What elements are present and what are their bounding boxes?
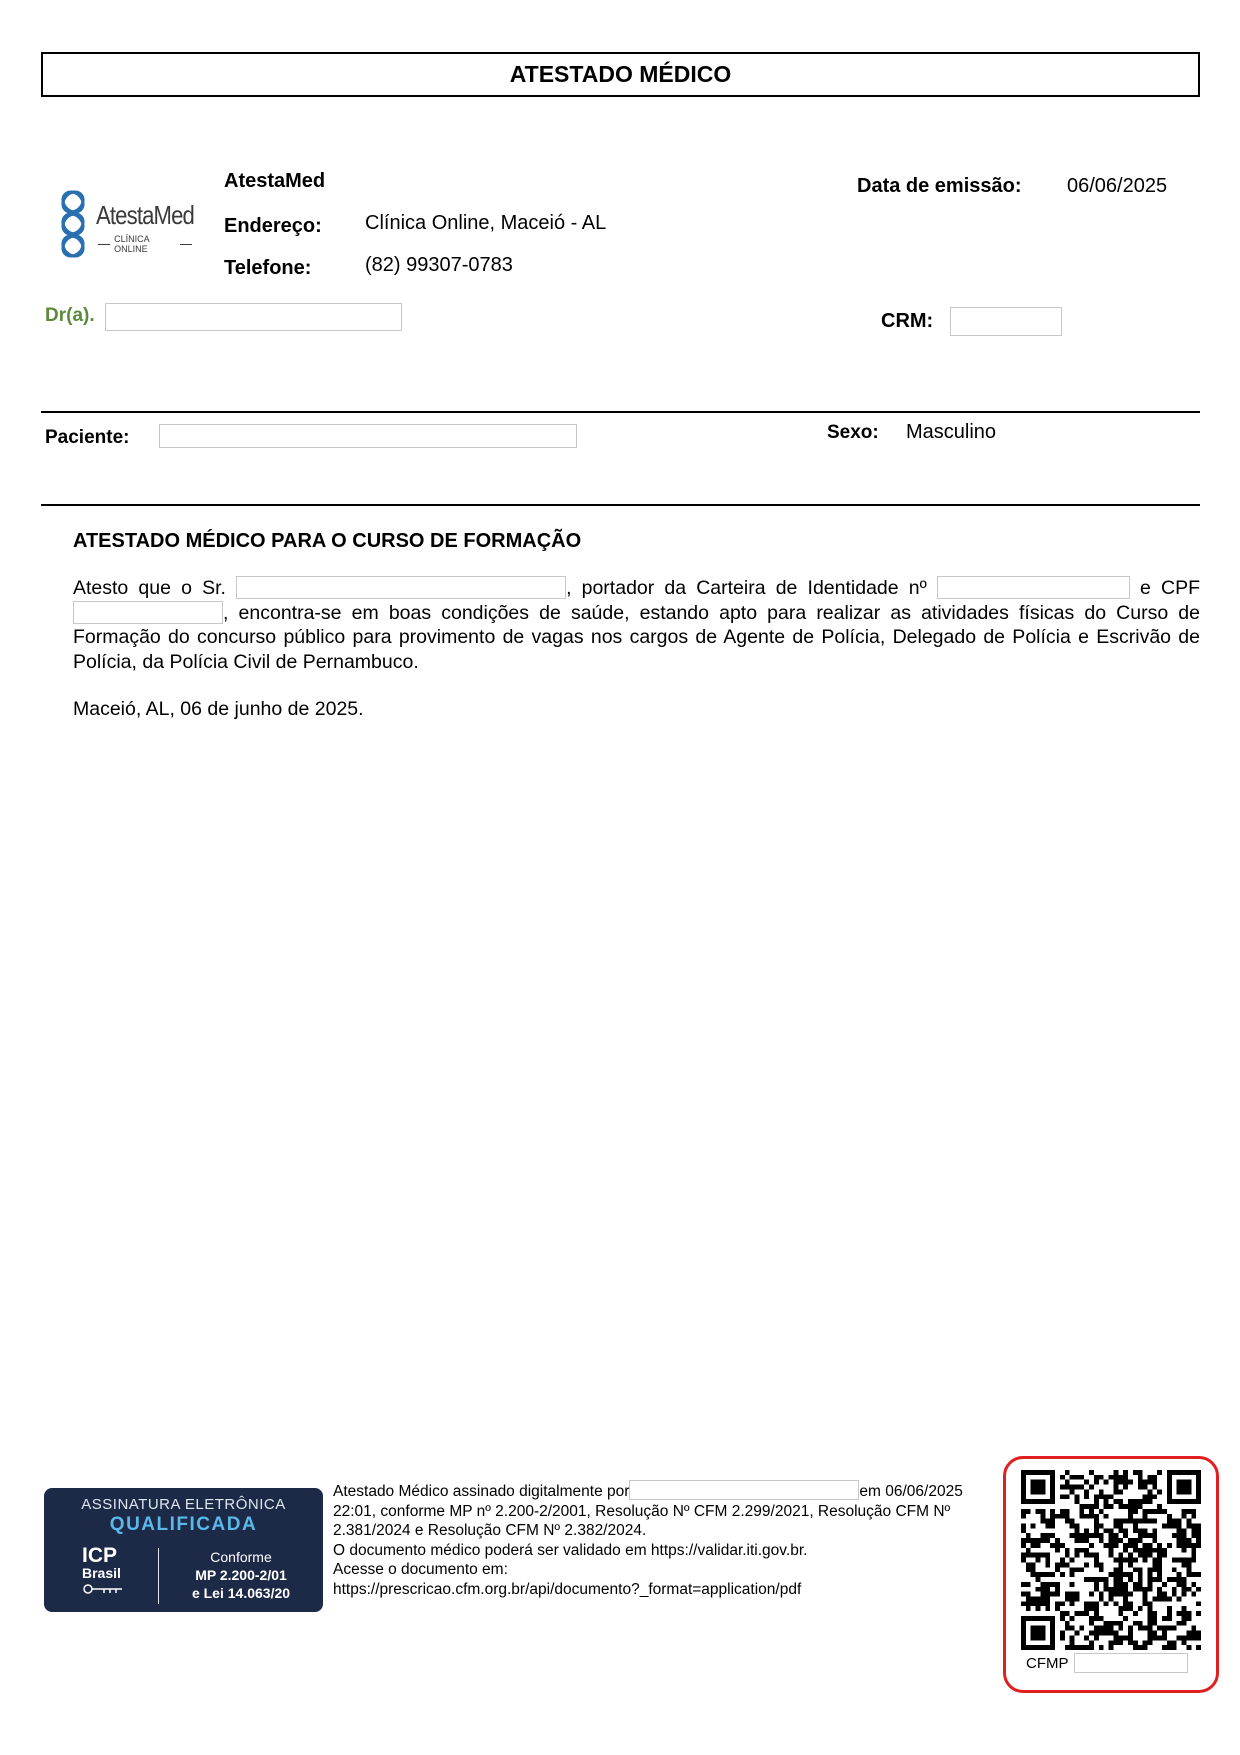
qr-code-panel <box>1003 1456 1219 1693</box>
issue-date-value: 06/06/2025 <box>1067 175 1168 197</box>
body-part-2: , portador da Carteira de Identidade nº <box>566 577 927 599</box>
doctor-label: Dr(a). <box>45 305 95 326</box>
phone-value: (82) 99307-0783 <box>365 254 513 276</box>
crm-label: CRM: <box>881 310 934 332</box>
patient-label: Paciente: <box>45 427 130 448</box>
footer-signed: Atestado Médico assinado digitalmente por em 06/06/2025 22:01, conforme MP nº 2.200-2/2001, Resolução Nº CFM 2.299/2021, Resolução CFM Nº 2.381/2024 e Resolução CFM Nº 2.382/2024. <box>333 1480 1001 1541</box>
badge-conformity <box>164 1548 318 1602</box>
clinic-logo <box>52 188 195 260</box>
cfmp-label: CFMP <box>1026 1655 1069 1672</box>
address-label: Endereço: <box>224 215 322 237</box>
clinic-logo-text: AtestaMed <box>96 200 195 230</box>
cpf-field <box>73 601 223 624</box>
key-icon <box>82 1582 126 1596</box>
conf-line1: Conforme <box>210 1549 272 1565</box>
footer-validate: O documento médico poderá ser validado em https://validar.iti.gov.br. <box>333 1541 808 1559</box>
conf-line2: MP 2.200-2/01 <box>195 1567 287 1583</box>
sex-value: Masculino <box>906 421 997 443</box>
badge-separator <box>158 1548 159 1604</box>
crm-field <box>950 307 1062 336</box>
badge-line2: QUALIFICADA <box>109 1514 258 1535</box>
place-date: Maceió, AL, 06 de junho de 2025. <box>73 698 364 720</box>
issue-date-label: Data de emissão: <box>857 175 1022 197</box>
divider-bottom <box>41 504 1200 506</box>
patient-name-field <box>159 424 577 448</box>
clinic-logo-icon <box>52 188 94 260</box>
qr-code <box>1021 1470 1201 1650</box>
identity-number-field <box>937 576 1130 599</box>
signer-name-field <box>629 1480 859 1500</box>
footer-signature-text <box>333 1480 1001 1599</box>
clinic-name: AtestaMed <box>224 170 326 192</box>
conf-line3: e Lei 14.063/20 <box>191 1585 291 1601</box>
icp-text: ICP <box>82 1544 118 1567</box>
divider-top <box>41 411 1200 413</box>
brasil-text: Brasil <box>82 1565 121 1581</box>
footer-url: https://prescricao.cfm.org.br/api/documento?_format=application/pdf <box>333 1580 802 1598</box>
certificate-body <box>73 576 1200 674</box>
badge-line1: ASSINATURA ELETRÔNICA <box>81 1496 286 1513</box>
patient-name-inline-field <box>236 576 566 599</box>
certificate-heading: ATESTADO MÉDICO PARA O CURSO DE FORMAÇÃO <box>73 530 582 552</box>
signature-badge <box>44 1488 323 1612</box>
footer-access: Acesse o documento em: <box>333 1561 508 1578</box>
body-part-4: , encontra-se em boas condições de saúde, estando apto para realizar as atividades físicas do Curso de Formação do concurso público para provimento de vagas nos cargos de Agente de Polícia, Delegado de Polícia e Escrivão de Polícia, da Polícia Civil de Pernambuco. <box>73 601 1200 673</box>
clinic-logo-subtitle: CLÍNICA ONLINE <box>98 234 192 254</box>
icp-logo <box>82 1546 138 1596</box>
phone-label: Telefone: <box>224 257 312 279</box>
page-title: ATESTADO MÉDICO <box>41 52 1200 97</box>
cfmp-code-field <box>1074 1653 1188 1673</box>
address-value: Clínica Online, Maceió - AL <box>365 212 607 234</box>
body-part-1: Atesto que o Sr. <box>73 577 226 599</box>
body-part-3: e CPF <box>1140 577 1200 599</box>
doctor-name-field <box>105 303 402 331</box>
sex-label: Sexo: <box>827 422 879 443</box>
